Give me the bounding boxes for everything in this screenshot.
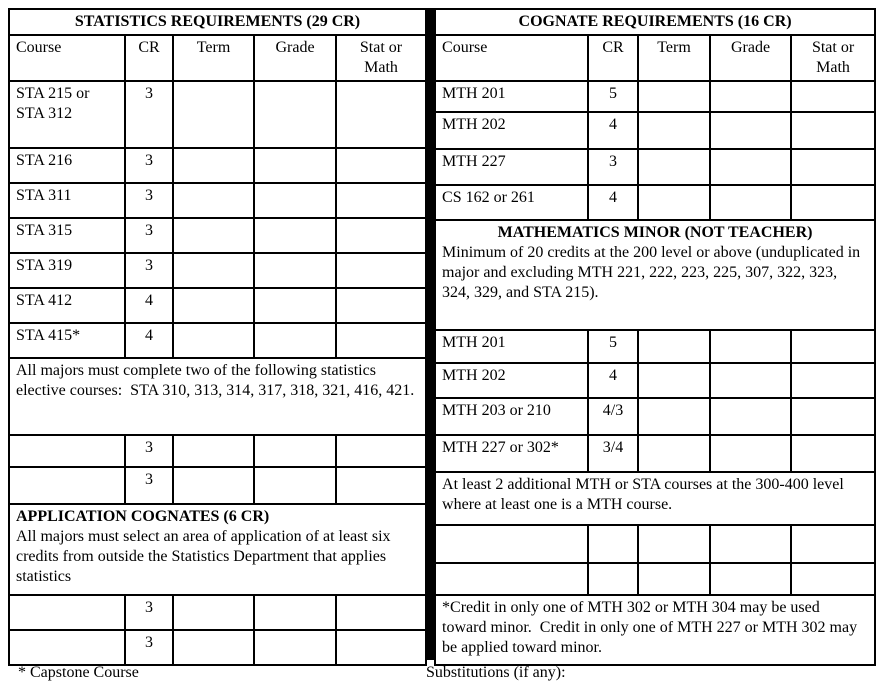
- course-cell: [9, 595, 125, 630]
- course-cell: MTH 201: [435, 330, 588, 363]
- course-cell: CS 162 or 261: [435, 185, 588, 220]
- cr-cell: 4: [588, 363, 638, 398]
- course-cell: [9, 630, 125, 665]
- term-cell: [173, 148, 254, 183]
- table-row: [9, 630, 426, 665]
- table-row: [9, 183, 426, 218]
- grade-cell: [710, 330, 791, 363]
- table-row: [435, 330, 875, 363]
- stat-or-math-cell: [791, 398, 875, 435]
- stat-or-math-cell: [336, 148, 426, 183]
- cr-cell: 5: [588, 81, 638, 112]
- stat-or-math-cell: [336, 595, 426, 630]
- table-row: [435, 563, 875, 595]
- table-row: [435, 185, 875, 220]
- table-row: [9, 435, 426, 467]
- course-cell: STA 415*: [9, 323, 125, 358]
- header-term: Term: [173, 35, 254, 81]
- table-row: [435, 398, 875, 435]
- term-cell: [173, 218, 254, 253]
- additional-courses-note: At least 2 additional MTH or STA courses at the 300-400 level where at least one is a MTH course.: [435, 472, 875, 525]
- table-row: [435, 363, 875, 398]
- cr-cell: 3: [125, 253, 173, 288]
- term-cell: [638, 112, 710, 149]
- grade-cell: [710, 563, 791, 595]
- stat-or-math-cell: [336, 435, 426, 467]
- stat-or-math-cell: [336, 183, 426, 218]
- cr-cell: 3: [125, 435, 173, 467]
- math-minor-text: Minimum of 20 credits at the 200 level or above (unduplicated in major and excluding MTH 221, 222, 223, 225, 307, 322, 323, 324, 329, and STA 215).: [442, 244, 861, 301]
- course-cell: [435, 525, 588, 563]
- header-course: Course: [435, 35, 588, 81]
- statistics-elective-note: All majors must complete two of the following statistics elective courses: STA 310, 313, 314, 317, 318, 321, 416, 421.: [9, 358, 426, 435]
- stat-or-math-cell: [336, 288, 426, 323]
- term-cell: [173, 595, 254, 630]
- application-cognates-row: [9, 504, 426, 595]
- term-cell: [173, 467, 254, 504]
- course-cell: MTH 201: [435, 81, 588, 112]
- term-cell: [638, 363, 710, 398]
- course-cell: MTH 202: [435, 112, 588, 149]
- grade-cell: [710, 149, 791, 185]
- table-divider: [427, 8, 434, 660]
- header-stat-or-math: Stat or Math: [791, 35, 875, 81]
- grade-cell: [254, 435, 336, 467]
- minor-credit-note: *Credit in only one of MTH 302 or MTH 304 may be used toward minor. Credit in only one of MTH 227 or MTH 302 may be applied toward minor.: [435, 595, 875, 665]
- stat-or-math-cell: [336, 323, 426, 358]
- course-cell: STA 216: [9, 148, 125, 183]
- header-term: Term: [638, 35, 710, 81]
- header-grade: Grade: [254, 35, 336, 81]
- term-cell: [173, 253, 254, 288]
- cr-cell: 4: [588, 185, 638, 220]
- header-course: Course: [9, 35, 125, 81]
- application-cognates-cell: [9, 504, 426, 595]
- term-cell: [173, 81, 254, 148]
- cr-cell: 5: [588, 330, 638, 363]
- grade-cell: [710, 398, 791, 435]
- course-cell: MTH 227 or 302*: [435, 435, 588, 472]
- course-cell: [9, 467, 125, 504]
- table-row: [9, 595, 426, 630]
- cognate-requirements-table: [434, 8, 876, 666]
- capstone-footnote: * Capstone Course: [18, 664, 139, 681]
- term-cell: [173, 323, 254, 358]
- credit-note-row: [435, 595, 875, 665]
- grade-cell: [710, 525, 791, 563]
- cr-cell: 3: [125, 218, 173, 253]
- cr-cell: 4: [125, 288, 173, 323]
- grade-cell: [710, 112, 791, 149]
- cr-cell: [588, 563, 638, 595]
- table-row: [9, 148, 426, 183]
- application-cognates-title: APPLICATION COGNATES (6 CR): [16, 508, 270, 525]
- stat-or-math-cell: [791, 81, 875, 112]
- grade-cell: [710, 363, 791, 398]
- cr-cell: 3: [125, 630, 173, 665]
- term-cell: [638, 563, 710, 595]
- table-title-row: [9, 9, 426, 35]
- cr-cell: 3: [588, 149, 638, 185]
- cr-cell: 3: [125, 81, 173, 148]
- term-cell: [173, 288, 254, 323]
- term-cell: [638, 435, 710, 472]
- stat-or-math-cell: [791, 112, 875, 149]
- stat-or-math-cell: [791, 149, 875, 185]
- term-cell: [638, 330, 710, 363]
- table-title-row: [435, 9, 875, 35]
- table-row: [9, 253, 426, 288]
- stat-or-math-cell: [791, 330, 875, 363]
- term-cell: [638, 149, 710, 185]
- course-cell: MTH 203 or 210: [435, 398, 588, 435]
- grade-cell: [710, 81, 791, 112]
- cr-cell: 4: [125, 323, 173, 358]
- stat-or-math-cell: [791, 363, 875, 398]
- elective-note-row: [9, 358, 426, 435]
- grade-cell: [710, 185, 791, 220]
- term-cell: [638, 81, 710, 112]
- application-cognates-text: All majors must select an area of application of at least six credits from outside the Statistics Department that applies statistics: [16, 528, 391, 585]
- term-cell: [173, 183, 254, 218]
- grade-cell: [254, 467, 336, 504]
- table-header-row: [435, 35, 875, 81]
- table-row: [9, 218, 426, 253]
- grade-cell: [254, 595, 336, 630]
- course-cell: MTH 202: [435, 363, 588, 398]
- substitutions-label: Substitutions (if any):: [426, 664, 566, 681]
- table-row: [435, 81, 875, 112]
- cr-cell: 3: [125, 148, 173, 183]
- stat-or-math-cell: [336, 467, 426, 504]
- statistics-requirements-table: [8, 8, 427, 666]
- grade-cell: [710, 435, 791, 472]
- term-cell: [173, 630, 254, 665]
- course-cell: STA 319: [9, 253, 125, 288]
- course-cell: [9, 435, 125, 467]
- math-minor-title: MATHEMATICS MINOR (NOT TEACHER): [497, 224, 813, 241]
- cr-cell: 3: [125, 595, 173, 630]
- additional-note-row: [435, 472, 875, 525]
- term-cell: [638, 398, 710, 435]
- term-cell: [173, 435, 254, 467]
- course-cell: [435, 563, 588, 595]
- stat-or-math-cell: [791, 525, 875, 563]
- header-grade: Grade: [710, 35, 791, 81]
- table-header-row: [9, 35, 426, 81]
- stat-or-math-cell: [336, 81, 426, 148]
- math-minor-cell: [435, 220, 875, 330]
- tables-container: [8, 8, 876, 666]
- stat-or-math-cell: [336, 630, 426, 665]
- stat-or-math-cell: [791, 185, 875, 220]
- stat-or-math-cell: [791, 435, 875, 472]
- header-stat-or-math: Stat or Math: [336, 35, 426, 81]
- term-cell: [638, 185, 710, 220]
- cr-cell: 3: [125, 183, 173, 218]
- cr-cell: [588, 525, 638, 563]
- course-cell: STA 412: [9, 288, 125, 323]
- grade-cell: [254, 183, 336, 218]
- course-cell: MTH 227: [435, 149, 588, 185]
- term-cell: [638, 525, 710, 563]
- grade-cell: [254, 253, 336, 288]
- grade-cell: [254, 148, 336, 183]
- table-row: [435, 525, 875, 563]
- cr-cell: 4: [588, 112, 638, 149]
- table-row: [9, 288, 426, 323]
- header-cr: CR: [588, 35, 638, 81]
- stat-or-math-cell: [791, 563, 875, 595]
- grade-cell: [254, 630, 336, 665]
- course-cell: STA 215 or STA 312: [9, 81, 125, 148]
- cr-cell: 3/4: [588, 435, 638, 472]
- grade-cell: [254, 81, 336, 148]
- stat-or-math-cell: [336, 218, 426, 253]
- statistics-table-title: STATISTICS REQUIREMENTS (29 CR): [9, 9, 426, 35]
- table-row: [435, 112, 875, 149]
- grade-cell: [254, 218, 336, 253]
- cognate-table-title: COGNATE REQUIREMENTS (16 CR): [435, 9, 875, 35]
- table-row: [9, 467, 426, 504]
- grade-cell: [254, 323, 336, 358]
- table-row: [435, 149, 875, 185]
- grade-cell: [254, 288, 336, 323]
- table-row: [9, 81, 426, 148]
- table-row: [9, 323, 426, 358]
- cr-cell: 4/3: [588, 398, 638, 435]
- course-cell: STA 315: [9, 218, 125, 253]
- table-row: [435, 435, 875, 472]
- header-cr: CR: [125, 35, 173, 81]
- cr-cell: 3: [125, 467, 173, 504]
- course-cell: STA 311: [9, 183, 125, 218]
- stat-or-math-cell: [336, 253, 426, 288]
- math-minor-row: [435, 220, 875, 330]
